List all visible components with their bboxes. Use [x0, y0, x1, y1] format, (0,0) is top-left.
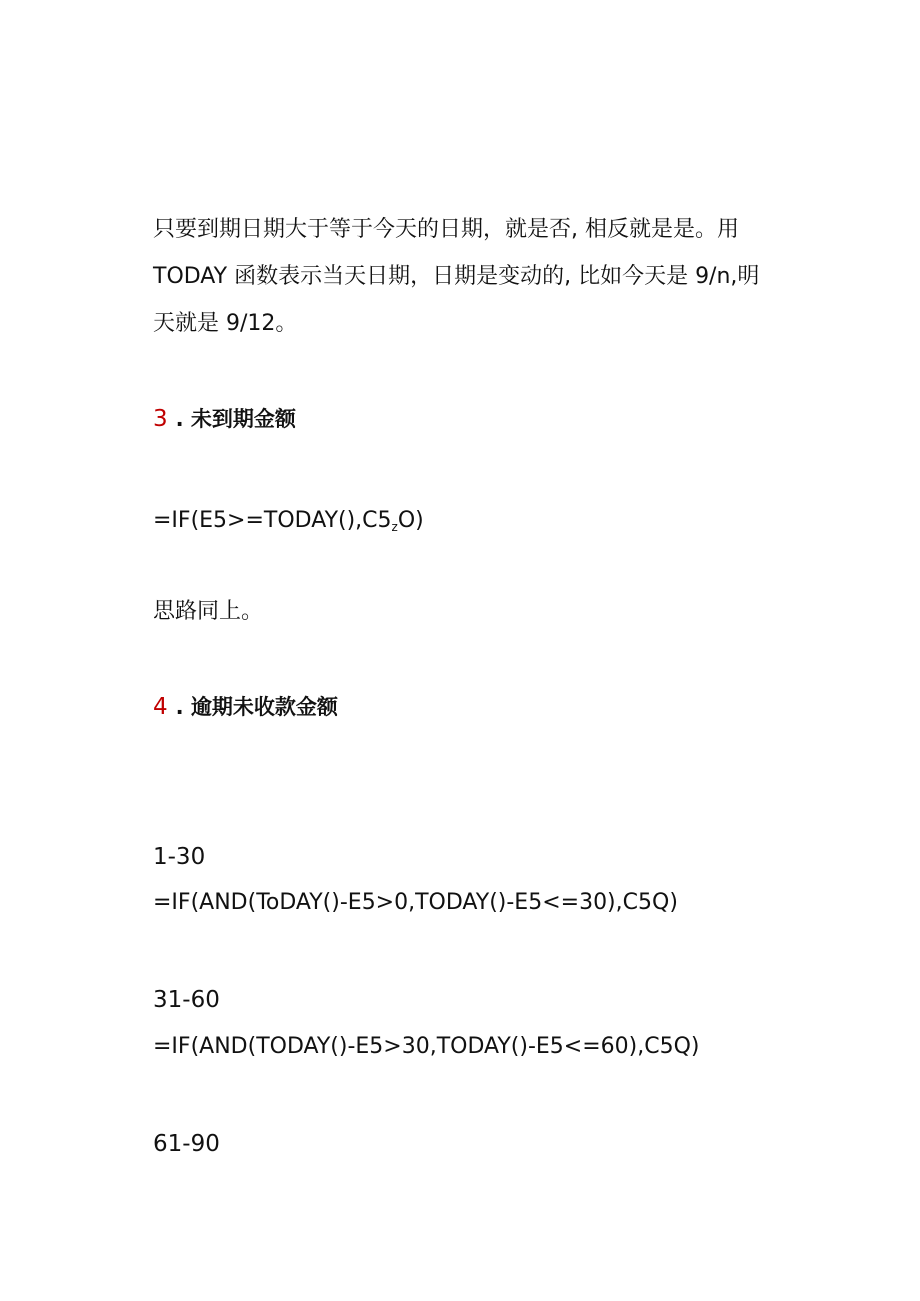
range-formula-1-30: =IF(AND(ToDAY()-E5>0,TODAY()-E5<=30),C5Q): [153, 890, 678, 915]
section-4-heading: [153, 692, 338, 722]
section-3-formula: [153, 506, 424, 542]
formula-part-1: =IF(E5>=TODAY(),C5: [153, 508, 392, 533]
section-3-heading: [153, 404, 296, 434]
paragraph-line-3: 天就是 9/12。: [153, 311, 298, 336]
section-4-title: . 逾期未收款金额: [175, 695, 338, 719]
section-3-note: 思路同上。: [153, 599, 264, 624]
paragraph-line-2: TODAY 函数表示当天日期，日期是变动的, 比如今天是 9/n,明: [153, 264, 760, 289]
section-4-number: 4: [153, 694, 168, 720]
section-3-title: . 未到期金额: [175, 407, 296, 431]
range-label-61-90: 61-90: [153, 1131, 220, 1157]
formula-part-2: O): [397, 508, 424, 533]
range-label-1-30: 1-30: [153, 844, 206, 870]
paragraph-line-1: 只要到期日期大于等于今天的日期，就是否, 相反就是是。用: [153, 217, 739, 242]
formula-subscript: z: [391, 520, 398, 534]
range-label-31-60: 31-60: [153, 987, 220, 1013]
section-3-number: 3: [153, 406, 168, 432]
range-formula-31-60: =IF(AND(TODAY()-E5>30,TODAY()-E5<=60),C5Q): [153, 1034, 700, 1059]
